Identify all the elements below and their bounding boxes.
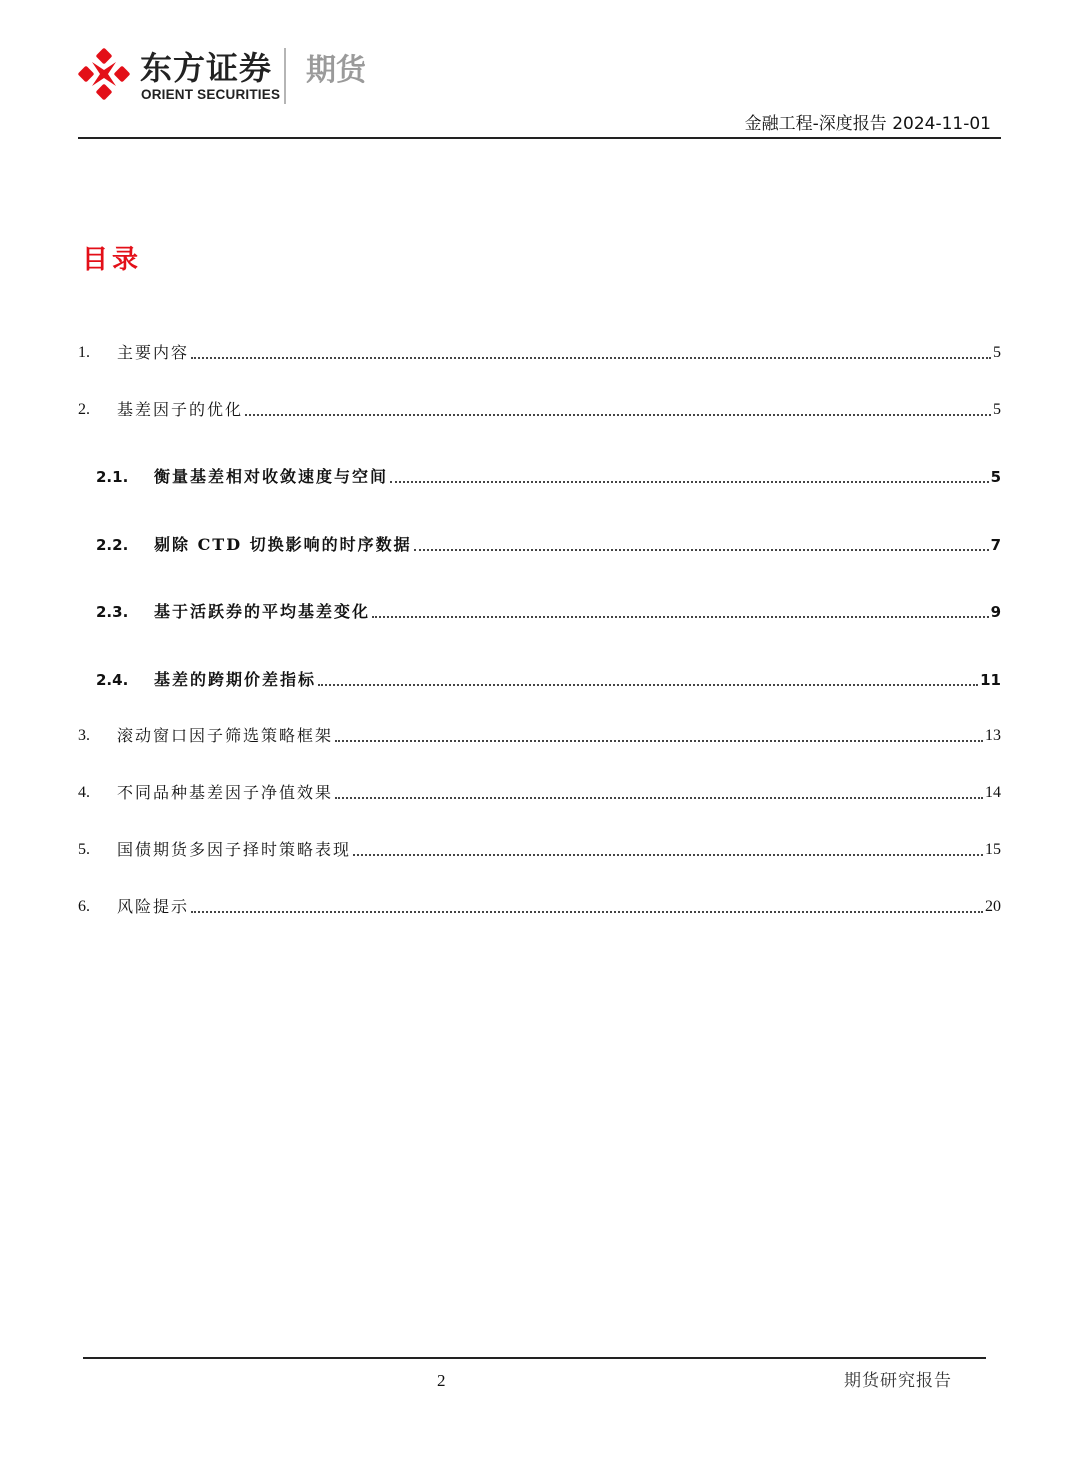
toc-entry-title: 主要内容 [117, 343, 190, 362]
toc-entry-title: 衡量基差相对收敛速度与空间 [154, 467, 389, 486]
toc-entry[interactable] [78, 894, 1001, 918]
toc-leader-dots [335, 797, 983, 799]
toc-entry[interactable] [78, 723, 1001, 747]
toc-entry-title: 剔除 CTD 切换影响的时序数据 [154, 535, 412, 554]
toc-subentry[interactable] [96, 464, 1001, 488]
toc-entry-page: 5 [993, 401, 1001, 418]
toc-entry-title: 基差的跨期价差指标 [154, 670, 317, 689]
footer-report-label: 期货研究报告 [844, 1371, 952, 1391]
brand-name-en: ORIENT SECURITIES [141, 87, 281, 102]
toc-entry-number: 6. [78, 898, 90, 915]
toc-entry-number: 2.3. [96, 603, 129, 621]
toc-entry-number: 4. [78, 784, 90, 801]
toc-leader-dots [353, 854, 983, 856]
report-type-date: 金融工程-深度报告 2024-11-01 [744, 114, 991, 134]
toc-entry-page: 15 [985, 841, 1001, 858]
toc-leader-dots [191, 911, 983, 913]
toc-leader-dots [245, 414, 991, 416]
toc-entry[interactable] [78, 837, 1001, 861]
toc-entry-title: 国债期货多因子择时策略表现 [117, 840, 352, 859]
toc-entry-number: 2.1. [96, 468, 129, 486]
toc-entry-page: 20 [985, 898, 1001, 915]
toc-leader-dots [414, 549, 989, 551]
footer-page-number: 2 [437, 1371, 446, 1390]
toc-entry-page: 14 [985, 784, 1001, 801]
toc-entry-page: 11 [980, 671, 1001, 689]
brand-name-cn: 东方证券 [140, 49, 273, 87]
toc-entry-title: 风险提示 [117, 897, 190, 916]
toc-leader-dots [335, 740, 983, 742]
toc-subentry[interactable] [96, 532, 1001, 556]
header-divider [78, 137, 1001, 139]
toc-subentry[interactable] [96, 667, 1001, 691]
toc-entry-page: 5 [990, 468, 1001, 486]
toc-entry-title: 基于活跃券的平均基差变化 [154, 602, 371, 621]
toc-leader-dots [191, 357, 991, 359]
brand-divider [284, 48, 286, 104]
toc-entry-title: 基差因子的优化 [117, 400, 244, 419]
toc-entry[interactable] [78, 340, 1001, 364]
toc-entry-title: 滚动窗口因子筛选策略框架 [117, 726, 334, 745]
toc-entry[interactable] [78, 780, 1001, 804]
toc-entry-number: 5. [78, 841, 90, 858]
footer-divider [83, 1357, 986, 1359]
toc-entry-number: 1. [78, 344, 90, 361]
toc-entry-number: 3. [78, 727, 90, 744]
toc-entry-page: 5 [993, 344, 1001, 361]
toc-title: 目录 [82, 245, 143, 275]
toc-entry-page: 9 [990, 603, 1001, 621]
toc-entry-page: 13 [985, 727, 1001, 744]
toc-entry-number: 2.2. [96, 536, 129, 554]
toc-leader-dots [318, 684, 978, 686]
brand-subtitle: 期货 [306, 53, 366, 88]
toc-subentry[interactable] [96, 599, 1001, 623]
toc-entry-page: 7 [990, 536, 1001, 554]
toc-entry-number: 2. [78, 401, 90, 418]
toc-leader-dots [390, 481, 989, 483]
toc-entry[interactable] [78, 397, 1001, 421]
toc-entry-number: 2.4. [96, 671, 129, 689]
orient-securities-logo-icon [78, 48, 130, 100]
toc-entry-title: 不同品种基差因子净值效果 [117, 783, 334, 802]
toc-leader-dots [372, 616, 989, 618]
